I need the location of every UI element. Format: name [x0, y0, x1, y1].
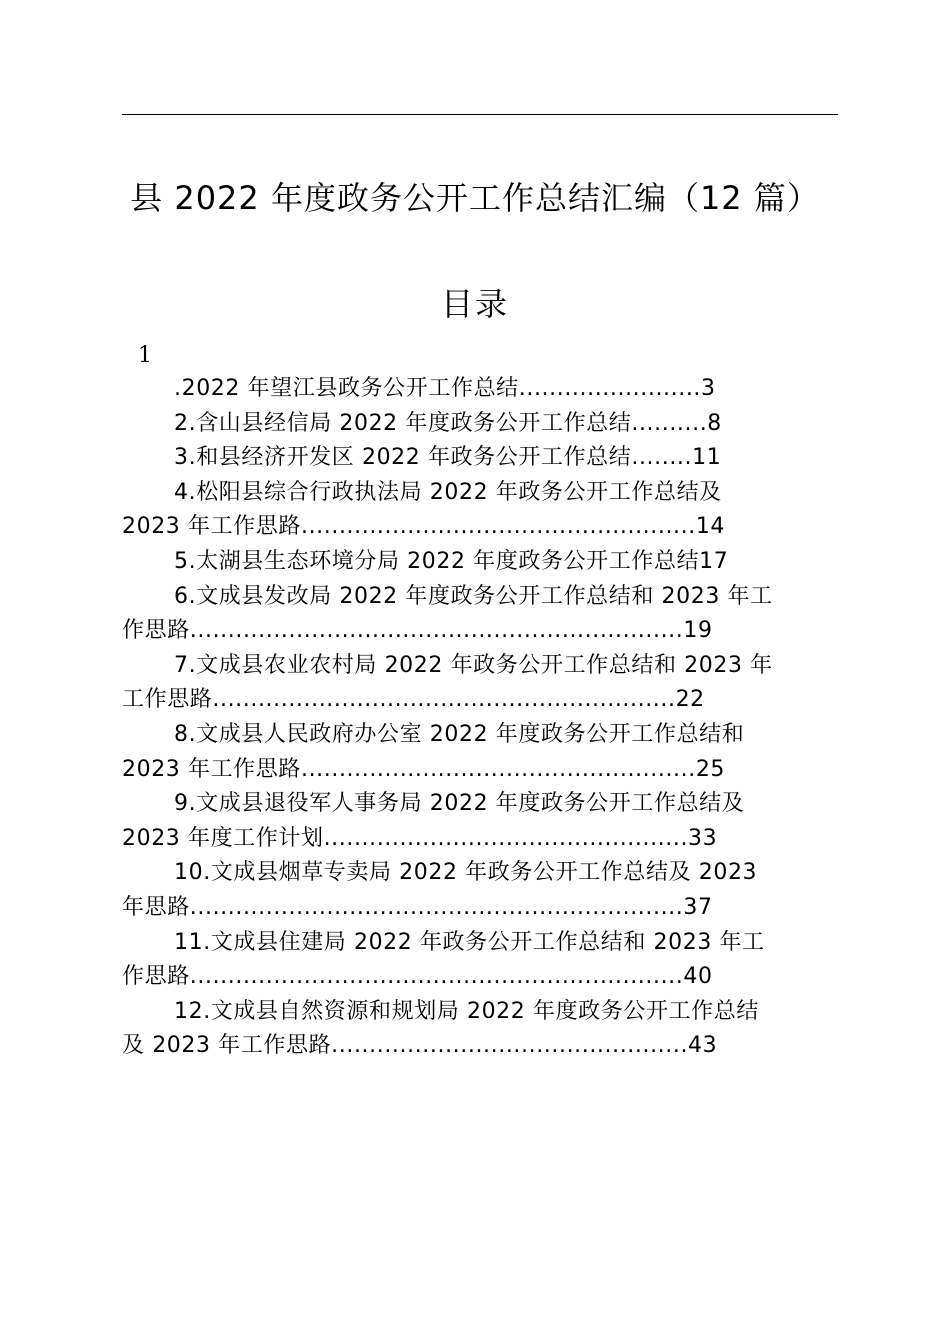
toc-line: 2023 年度工作计划................................................33	[122, 825, 718, 851]
toc-item[interactable]	[122, 856, 842, 925]
toc-item[interactable]	[122, 718, 842, 787]
toc-item[interactable]	[122, 545, 842, 580]
toc-line: 9.文成县退役军人事务局 2022 年度政务公开工作总结及	[174, 791, 745, 817]
toc-line: 2023 年工作思路....................................................25	[122, 756, 726, 782]
toc-line: 工作思路.............................................................22	[122, 687, 705, 713]
toc-item[interactable]	[122, 476, 842, 545]
toc-line: 5.太湖县生态环境分局 2022 年度政务公开工作总结17	[174, 548, 729, 574]
toc-line: 2.含山县经信局 2022 年度政务公开工作总结..........8	[174, 410, 722, 436]
toc-item[interactable]	[122, 372, 842, 407]
toc-line: 4.松阳县综合行政执法局 2022 年政务公开工作总结及	[174, 479, 722, 505]
toc-line: 作思路.................................................................19	[122, 618, 713, 644]
toc-line: 3.和县经济开发区 2022 年政务公开工作总结........11	[174, 445, 722, 471]
toc-line: 6.文成县发改局 2022 年度政务公开工作总结和 2023 年工	[174, 583, 773, 609]
toc-item[interactable]	[122, 995, 842, 1064]
toc-line: 及 2023 年工作思路...............................................43	[122, 1033, 718, 1059]
toc-line: 11.文成县住建局 2022 年政务公开工作总结和 2023 年工	[174, 929, 765, 955]
document-title: 县 2022 年度政务公开工作总结汇编（12 篇）	[130, 179, 820, 217]
table-of-contents	[122, 372, 842, 1064]
toc-line: .2022 年望江县政务公开工作总结........................3	[174, 376, 716, 401]
toc-item[interactable]	[122, 649, 842, 718]
toc-item[interactable]	[122, 926, 842, 995]
toc-line: 8.文成县人民政府办公室 2022 年度政务公开工作总结和	[174, 721, 745, 747]
toc-item[interactable]	[122, 407, 842, 442]
header-rule	[122, 114, 838, 115]
toc-line: 作思路.................................................................40	[122, 964, 713, 990]
toc-line: 12.文成县自然资源和规划局 2022 年度政务公开工作总结	[174, 998, 759, 1024]
toc-line: 10.文成县烟草专卖局 2022 年政务公开工作总结及 2023	[174, 860, 758, 886]
toc-first-number: 1	[138, 343, 152, 368]
toc-item[interactable]	[122, 787, 842, 856]
toc-item[interactable]	[122, 580, 842, 649]
toc-line: 年思路.................................................................37	[122, 894, 713, 920]
toc-line: 2023 年工作思路....................................................14	[122, 514, 726, 540]
toc-heading: 目录	[440, 285, 509, 323]
toc-line: 7.文成县农业农村局 2022 年政务公开工作总结和 2023 年	[174, 652, 773, 678]
toc-item[interactable]	[122, 441, 842, 476]
